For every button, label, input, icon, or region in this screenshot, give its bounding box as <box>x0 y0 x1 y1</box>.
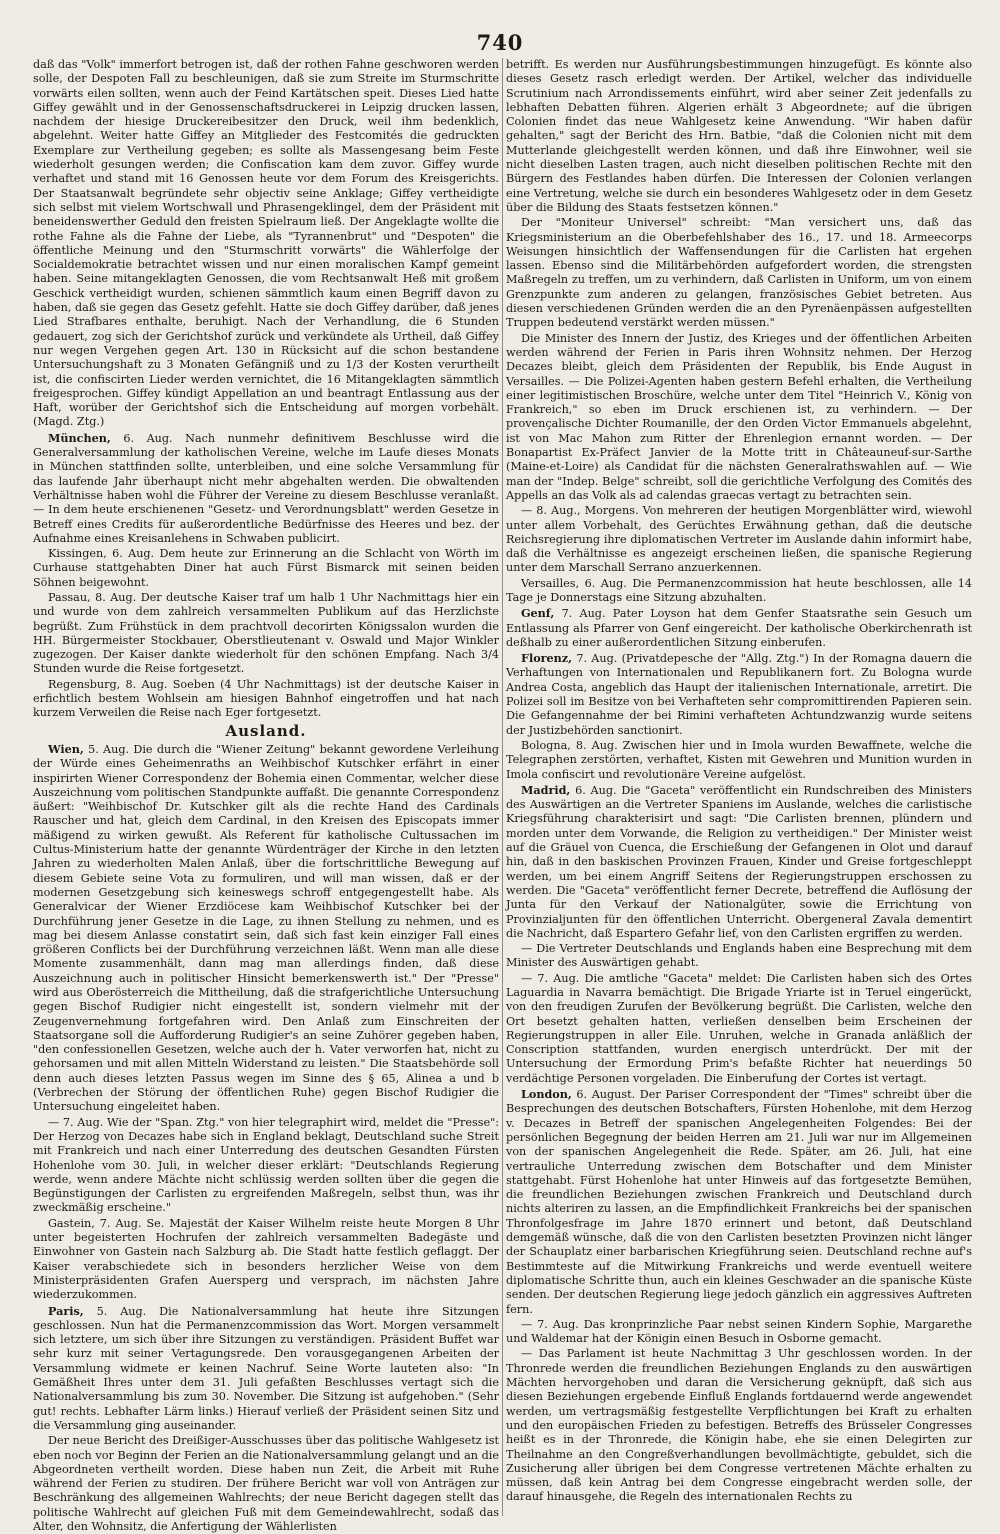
dateline: London, <box>521 1087 572 1102</box>
article-paragraph <box>506 1087 972 1317</box>
right-column <box>506 58 972 1520</box>
article-text: 7. Aug. Pater Loyson hat dem Genfer Staatsrathe sein Gesuch um Entlassung als Pfarrer von Genf eingereicht. Der katholische Oberkirchenrath ist deßhalb zu einer außerordentlichen Sitzung einberufen. <box>506 607 972 649</box>
column-rule <box>502 58 503 1516</box>
article-text: 5. Aug. Die durch die "Wiener Zeitung" bekannt gewordene Verleihung der Würde eines Geheimenraths an Weihbischof Kutschker erfährt in einer inspirirten Wiener Correspondenz der Bohemia einen Commentar, welcher diese Auszeichnung vom politischen Standpunkte auffaßt. Die genannte Correspondenz äußert: "Weihbischof Dr. Kutschker gilt als die rechte Hand des Cardinals Rauscher und hat, gleich dem Cardinal, in den Kreisen des Episcopats immer mäßigend zu wirken gewußt. Als Referent für katholische Cultussachen im Cultus-Ministerium hatte der genannte Würdenträger der Kirche in den letzten Jahren zu wiederholten Malen Anlaß, über die fortschrittliche Bewegung auf diesem Gebiete seine Vota zu formuliren, und will man wissen, daß er der modernen Gesetzgebung sich keineswegs schroff entgegengestellt habe. Als Generalvicar der Wiener Erzdiöcese kam Weihbischof Kutschker bei der Durchführung jener Gesetze in die Lage, zu ihnen Stellung zu nehmen, und es mag bei diesem Anlasse constatirt sein, daß sich fast kein einziger Fall eines größeren Conflicts bei der Durchführung verzeichnen läßt. Wenn man alle diese Momente zusammenhält, dann mag man allerdings finden, daß diese Auszeichnung auch in politischer Hinsicht bemerkenswerth ist." Der "Presse" wird aus Oberösterreich die Mittheilung, daß die strafgerichtliche Untersuchung gegen Bischof Rudigier nicht eingestellt ist, sondern vielmehr mit der Zeugenvernehmung fortgefahren wird. Den Anlaß zum Einschreiten der Staatsorgane soll die Aufforderung Rudigier's an seine Zuhörer gegeben haben, "den confessionellen Gesetzen, welche auch der h. Vater verworfen hat, nicht zu gehorsamen und mit allen Mitteln Widerstand zu leisten." Die Staatsbehörde soll denn auch dieses letzten Passus wegen im Sinne des § 65, Alinea a und b (Verbrechen der Störung der öffentlichen Ruhe) gegen Bischof Rudigier die Untersuchung eingeleitet haben. <box>33 742 499 1114</box>
article-paragraph <box>33 431 499 546</box>
page-number: 740 <box>476 30 524 55</box>
dateline: Florenz, <box>521 651 573 666</box>
dateline: Wien, <box>48 741 84 756</box>
article-paragraph: — Das Parlament ist heute Nachmittag 3 Uhr geschlossen worden. In der Thronrede werden die freundlichen Beziehungen Englands zu den auswärtigen Mächten hervorgehoben und daran die Versicherung geknüpft, daß sich aus diesen Beziehungen ergebende Einfluß Englands fortdauernd werde angewendet werden, um vertragsmäßig festgestellte Verpflichtungen bei Kraft zu erhalten und den europäischen Frieden zu befestigen. Betreffs des Brüsseler Congresses heißt es in der Thronrede, die Königin habe, ehe sie einen Delegirten zur Theilnahme an den Congreßverhandlungen bevollmächtigte, gebuldet, sich die Zusicherung aller übrigen bei dem Congresse vertretenen Mächte erhalten zu müssen, daß kein Antrag bei dem Congresse eingebracht werden solle, der darauf hinausgehe, die Regeln des internationalen Rechts zu <box>506 1347 972 1504</box>
dateline: Genf, <box>521 606 555 621</box>
article-paragraph: Bologna, 8. Aug. Zwischen hier und in Imola wurden Bewaffnete, welche die Telegraphen zerstörten, verhaftet, Kisten mit Gewehren und Munition wurden in Imola confiscirt und revolutionäre Vereine aufgelöst. <box>506 738 972 781</box>
section-heading: Ausland. <box>225 721 307 740</box>
dateline: München, <box>48 430 111 445</box>
article-text: 7. Aug. (Privatdepesche der "Allg. Ztg.") In der Romagna dauern die Verhaftungen von Internationalen und Republikanern fort. Zu Bologna wurde Andrea Costa, angeblich das Haupt der italienischen Internationale, arretirt. Die Polizei soll im Besitze von bei Verhafteten sehr compromittirenden Papieren sein. Die Gefangennahme der bei Rimini verhafteten Achtundzwanzig wurde seitens der Justizbehörden sanctionirt. <box>506 652 972 737</box>
article-paragraph: Passau, 8. Aug. Der deutsche Kaiser traf um halb 1 Uhr Nachmittags hier ein und wurde von dem zahlreich versammelten Publikum auf das Herzlichste begrüßt. Zum Frühstück in dem prachtvoll decorirten Königssalon wurden die HH. Bürgermeister Stockbauer, Oberstlieutenant v. Oswald und Major Winkler zugezogen. Der Kaiser dankte wiederholt für den schönen Empfang. Nach 3/4 Stunden wurde die Reise fortgesetzt. <box>33 590 499 676</box>
article-paragraph: daß das "Volk" immerfort betrogen ist, daß der rothen Fahne geschworen werden solle, der Despoten Fall zu beschleunigen, daß sie zum Streite im Sturmschritte vorwärts eilen sollten, wenn auch der Feind Kartätschen speit. Dieses Lied hatte Giffey gewählt und in der Genossenschaftsdruckerei in Leipzig drucken lassen, nachdem der hiesige Druckereibesitzer den Druck, weil ihm bedenklich, abgelehnt. Weiter hatte Giffey an Mitglieder des Festcomités die gedruckten Exemplare zur Vertheilung gegeben; es sollte als Massengesang beim Feste wiederholt gesungen werden; die Confiscation kam dem zuvor. Giffey wurde verhaftet und stand mit 16 Genossen heute vor dem Forum des Kreisgerichts. Der Staatsanwalt begründete sehr objectiv seine Anklage; Giffey vertheidigte sich selbst mit vielem Wortschwall und Phrasengeklingel, dem der Präsident mit beneidenswerther Geduld den freisten Spielraum ließ. Der Angeklagte wollte die rothe Fahne als die Fahne der Liebe, als "Tyrannenbrut" und "Despoten" die öffentliche Meinung und den "Sturmschritt vorwärts" die Wählerfolge der Socialdemokratie betrachtet wissen und nur einen moralischen Kampf gemeint haben. Seine mitangeklagten Genossen, die vom Rechtsanwalt Heß mit großem Geschick vertheidigt wurden, schienen sämmtlich kaum einen Begriff davon zu haben, daß sie gegen das Gesetz gefehlt. Hatte sie doch Giffey darüber, daß jenes Lied Strafbares enthalte, beruhigt. Nach der Verhandlung, die 6 Stunden gedauert, zog sich der Gerichtshof zurück und verkündete als Urtheil, daß Giffey nur wegen Vergehen gegen Art. 130 in Rücksicht auf die schon bestandene Untersuchungshaft zu 3 Monaten Gefängniß und zu 1/3 der Kosten verurtheilt ist, die confiscirten Lieder werden vernichtet, die 16 Mitangeklagten sämmtlich freigesprochen. Giffey kündigt Appellation an und beantragt Entlassung aus der Haft, worüber der Gerichtshof sich die Entscheidung auf morgen vorbehält. (Magd. Ztg.) <box>33 58 499 429</box>
article-paragraph: Der neue Bericht des Dreißiger-Ausschusses über das politische Wahlgesetz ist eben noch vor Beginn der Ferien an die Nationalversammlung gelangt und an die Abgeordneten vertheilt worden. Diese haben nun Zeit, die Arbeit mit Ruhe während der Ferien zu studiren. Der frühere Bericht war voll von Anträgen zur Beschränkung des allgemeinen Wahlrechts; der neue Bericht dagegen stellt das politische Wahlrecht auf gleichen Fuß mit dem Gemeindewahlrecht, sodaß das Alter, den Wohnsitz, die Anfertigung der Wählerlisten <box>33 1434 499 1533</box>
article-paragraph: — 7. Aug. Das kronprinzliche Paar nebst seinen Kindern Sophie, Margarethe und Waldemar hat der Königin einen Besuch in Osborne gemacht. <box>506 1317 972 1346</box>
article-paragraph: Gastein, 7. Aug. Se. Majestät der Kaiser Wilhelm reiste heute Morgen 8 Uhr unter begeisterten Hochrufen der zahlreich versammelten Badegäste und Einwohner von Gastein nach Salzburg ab. Die Stadt hatte festlich geflaggt. Der Kaiser verabschiedete sich in besonders herzlicher Weise von dem Ministerpräsidenten Grafen Auersperg und versprach, im nächsten Jahre wiederzukommen. <box>33 1216 499 1302</box>
left-column <box>33 58 499 1533</box>
article-paragraph: — 8. Aug., Morgens. Von mehreren der heutigen Morgenblätter wird, wiewohl unter allem Vorbehalt, des Gerüchtes Erwähnung gethan, daß die deutsche Reichsregierung ihre diplomatischen Vertreter im Auslande dahin informirt habe, daß die Verhältnisse es angezeigt erscheinen ließen, die spanische Regierung unter dem Marschall Serrano anzuerkennen. <box>506 504 972 575</box>
article-paragraph <box>506 783 972 941</box>
article-paragraph: — 7. Aug. Wie der "Span. Ztg." von hier telegraphirt wird, meldet die "Presse": Der Herzog von Decazes habe sich in England beklagt, Deutschland suche Streit mit Frankreich und nach einer Unterredung des deutschen Gesandten Fürsten Hohenlohe vom 30. Juli, in welcher dieser erklärt: "Deutschlands Regierung werde, wenn andere Mächte nicht schlüssig werden sollten über die gegen die Begünstigungen der Carlisten zu ergreifenden Maßregeln, selbst thun, was ihr zweckmäßig erscheine." <box>33 1115 499 1215</box>
article-text: 6. August. Der Pariser Correspondent der "Times" schreibt über die Besprechungen des deutschen Botschafters, Fürsten Hohenlohe, mit dem Herzog v. Decazes in Betreff der spanischen Angelegenheiten Folgendes: Bei der persönlichen Begegnung der beiden Herren am 21. Juli war nur im Allgemeinen von der spanischen Angelegenheit die Rede. Später, am 26. Juli, hat eine vertrauliche Unterredung zwischen dem Botschafter und dem Minister stattgehabt. Fürst Hohenlohe hat unter Hinweis auf das fortgesetzte Bemühen, die freundlichen Beziehungen zwischen Frankreich und Deutschland durch nichts alteriren zu lassen, an die Empfindlichkeit Frankreichs bei der spanischen Thronfolgesfrage im Jahre 1870 erinnert und betont, daß Deutschland demgemäß wünsche, daß die von den Carlisten besetzten Provinzen nicht länger der Schauplatz einer barbarischen Kriegführung seien. Deutschland rechne auf's Bestimmteste auf die Mitwirkung Frankreichs und werde eventuell weitere diplomatische Schritte thun, auch ein kleines Geschwader an die spanische Küste senden. Der deutschen Regierung liege jedoch gänzlich ein aggressives Auftreten fern. <box>506 1088 972 1316</box>
article-paragraph: Versailles, 6. Aug. Die Permanenzcommission hat heute beschlossen, alle 14 Tage je Donnerstags eine Sitzung abzuhalten. <box>506 576 972 604</box>
article-paragraph <box>33 1304 499 1434</box>
article-paragraph: Der "Moniteur Universel" schreibt: "Man versichert uns, daß das Kriegsministerium an die Oberbefehlshaber des 16., 17. und 18. Armeecorps Weisungen hinsichtlich der Waffensendungen für die Carlisten hat ergehen lassen. Ebenso sind die Militärbehörden aufgefordert worden, die strengsten Maßregeln zu treffen, um zu verhindern, daß Carlisten in Uniform, um von einem Grenzpunkte zum anderen zu gelangen, französisches Gebiet betreten. Aus diesen verschiedenen Gründen werden die an den Pyrenäenpässen aufgestellten Truppen bedeutend verstärkt werden müssen." <box>506 216 972 330</box>
article-paragraph <box>33 742 499 1115</box>
article-paragraph <box>506 606 972 650</box>
article-text: 6. Aug. Nach nunmehr definitivem Beschlusse wird die Generalversammlung der katholischen Vereine, welche im Laufe dieses Monats in München stattfinden sollte, unterbleiben, und eine solche Versammlung für das laufende Jahr überhaupt nicht mehr abgehalten werden. Die obwaltenden Verhältnisse haben wohl die Führer der Vereine zu diesem Beschlusse veranlaßt. — In dem heute erschienenen "Gesetz- und Verordnungsblatt" werden Gesetze in Betreff eines Credits für außerordentliche Bedürfnisse des Heeres und bez. der Aufnahme eines Kreisanlehens in Schwaben publicirt. <box>33 431 499 545</box>
article-paragraph: Kissingen, 6. Aug. Dem heute zur Erinnerung an die Schlacht von Wörth im Curhause stattgehabten Diner hat auch Fürst Bismarck mit seinen beiden Söhnen beigewohnt. <box>33 547 499 589</box>
article-text: 5. Aug. Die Nationalversammlung hat heute ihre Sitzungen geschlossen. Nun hat die Permanenzcommission das Wort. Morgen versammelt sich letztere, um sich über ihre Sitzungen zu verständigen. Präsident Buffet war sehr kurz mit seiner Vertagungsrede. Den vorausgegangenen Arbeiten der Versammlung widmete er keinen Nachruf. Seine Worte lauteten also: "In Gemäßheit Ihres unter dem 31. Juli gefaßten Beschlusses vertagt sich die Nationalversammlung bis zum 30. November. Die Sitzung ist aufgehoben." (Sehr gut! rechts. Lebhafter Lärm links.) Hierauf verließ der Präsident seinen Sitz und die Versammlung ging auseinander. <box>33 1304 499 1432</box>
dateline: Madrid, <box>521 782 571 797</box>
article-paragraph: Die Minister des Innern der Justiz, des Krieges und der öffentlichen Arbeiten werden während der Ferien in Paris ihren Wohnsitz nehmen. Der Herzog Decazes bleibt, gleich dem Präsidenten der Republik, bis Ende August in Versailles. — Die Polizei-Agenten haben gestern Befehl erhalten, die Vertheilung einer legitimistischen Broschüre, welche unter dem Titel "Heinrich V., König von Frankreich," so eben im Druck erschienen ist, zu verhindern. — Der provençalische Dichter Roumanille, der den Orden Victor Emmanuels abgelehnt, ist von Mac Mahon zum Ritter der Ehrenlegion ernannt worden. — Der Bonapartist Ex-Präfect Janvier de la Motte tritt in Châteauneuf-sur-Sarthe (Maine-et-Loire) als Candidat für die nächsten Generalrathswahlen auf. — Wie man der "Indep. Belge" schreibt, soll die gerichtliche Verfolgung des Comités des Appells an das Volk als ad calendas graecas vertagt zu betrachten sein. <box>506 331 972 502</box>
article-paragraph: — 7. Aug. Die amtliche "Gaceta" meldet: Die Carlisten haben sich des Ortes Laguardia in Navarra bemächtigt. Die Brigade Yriarte ist in Teruel eingerückt, von den freudigen Zurufen der Bevölkerung begrüßt. Die Carlisten, welche den Ort besetzt gehalten hatten, verließen denselben beim Erscheinen der Regierungstruppen in aller Eile. Unruhen, welche in Granada anläßlich der Conscription stattfanden, wurden energisch unterdrückt. Der mit der Untersuchung der Ermordung Prim's befaßte Richter hat neuerdings 50 verdächtige Personen vorgeladen. Die Einberufung der Cortes ist vertagt. <box>506 971 972 1085</box>
article-paragraph: betrifft. Es werden nur Ausführungsbestimmungen hinzugefügt. Es könnte also dieses Gesetz rasch erledigt werden. Der Artikel, welcher das individuelle Scrutinium nach Arrondissements einführt, wird aber seiner Zeit jedenfalls zu lebhaften Debatten führen. Algerien erhält 3 Abgeordnete; auf die übrigen Colonien findet das neue Wahlgesetz keine Anwendung. "Wir haben dafür gehalten," sagt der Bericht des Hrn. Batbie, "daß die Colonien nicht mit dem Mutterlande gleichgestellt werden können, und daß ihre Einwohner, weil sie nicht dieselben Lasten tragen, auch nicht dieselben politischen Rechte mit den Bürgern des Festlandes haben dürfen. Die Interessen der Colonien verlangen eine Vertretung, welche sie durch ein besonderes Wahlgesetz oder in dem Gesetz über die Bildung des Staats festsetzen können." <box>506 58 972 214</box>
article-text: 6. Aug. Die "Gaceta" veröffentlicht ein Rundschreiben des Ministers des Auswärtigen an die Vertreter Spaniens im Auslande, welches die carlistische Kriegsführung charakterisirt und sagt: "Die Carlisten brennen, plündern und morden unter dem Vorwande, die Religion zu vertheidigen." Der Minister weist auf die Gräuel von Cuenca, die Erschießung der Gefangenen in Olot und darauf hin, daß in den baskischen Provinzen Frauen, Kinder und Greise fortgeschleppt werden, um bei einem Angriff Seitens der Regierungstruppen erschossen zu werden. Die "Gaceta" veröffentlicht ferner Decrete, betreffend die Auflösung der Junta für den Verkauf der Nationalgüter, sowie die Errichtung von Provinzialjunten für den öffentlichen Unterricht. Obergeneral Zavala dementirt die Nachricht, daß Espartero Gefahr lief, von den Carlisten ergriffen zu werden. <box>506 783 972 940</box>
dateline: Paris, <box>48 1303 84 1318</box>
article-paragraph: Regensburg, 8. Aug. Soeben (4 Uhr Nachmittags) ist der deutsche Kaiser in erfichtlich bestem Wohlsein am hiesigen Bahnhof eingetroffen und hat nach kurzem Verweilen die Reise nach Eger fortgesetzt. <box>33 677 499 720</box>
article-paragraph: — Die Vertreter Deutschlands und Englands haben eine Besprechung mit dem Minister des Auswärtigen gehabt. <box>506 942 972 970</box>
article-paragraph <box>506 651 972 738</box>
